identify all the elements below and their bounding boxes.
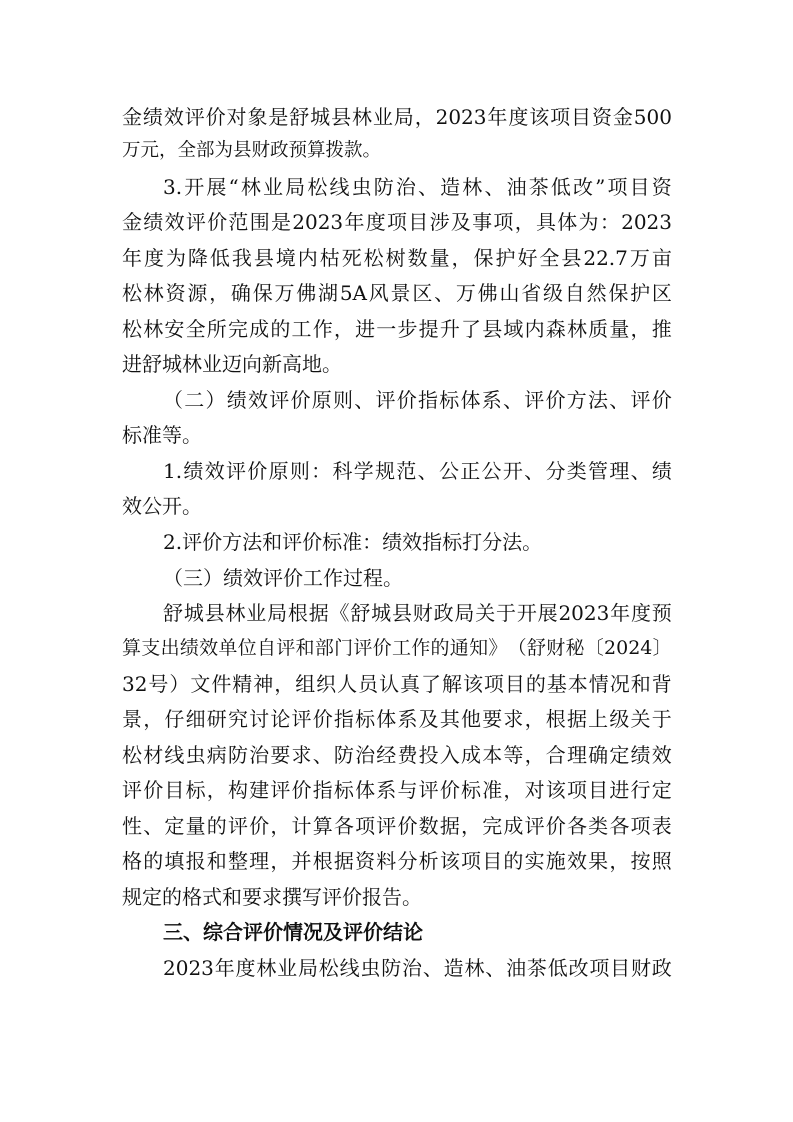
text-line: 景 ， 仔 细 研 究 讨 论 评 价 指 标 体 系 及 其 他 要 求 ， 根 据 上 级 关 于: [122, 707, 672, 731]
text-line: 松 材 线 虫 病 防 治 要 求 、 防 治 经 费 投 入 成 本 等 ， 合 理 确 定 绩 效: [122, 743, 672, 767]
text-line: 格 的 填 报 和 整 理 ， 并 根 据 资 料 分 析 该 项 目 的 实 施 效 果 ， 按 照: [122, 849, 672, 873]
text-line: 评 价 目 标 ， 构 建 评 价 指 标 体 系 与 评 价 标 准 ， 对 该 项 目 进 行 定: [122, 778, 672, 802]
text-line: 32 号 ） 文 件 精 神 ， 组 织 人 员 认 真 了 解 该 项 目 的 基 本 情 况 和 背: [122, 672, 672, 696]
text-line: 舒 城 县 林 业 局 根 据 《 舒 城 县 财 政 局 关 于 开 展 2023 年 度 预: [163, 601, 672, 625]
text-line: 金 绩 效 评 价 范 围 是 2023 年 度 项 目 涉 及 事 项 ， 具 体 为 ： 2023: [122, 210, 672, 234]
text-line: 金 绩 效 评 价 对 象 是 舒 城 县 林 业 局 ， 2023 年 度 该 项 目 资 金 500: [122, 105, 672, 129]
text-line: 进舒城林业迈向新高地。: [122, 352, 342, 376]
text-line: 万元，全部为县财政预算拨款。: [122, 140, 382, 161]
text-line: 松 林 安 全 所 完 成 的 工 作 ， 进 一 步 提 升 了 县 域 内 森 林 质 量 ， 推: [122, 317, 672, 341]
text-line: 标准等。: [122, 423, 202, 447]
text-line: （三）绩效评价工作过程。: [163, 566, 403, 590]
text-line: 1. 绩 效 评 价 原 则 ： 科 学 规 范 、 公 正 公 开 、 分 类 管 理 、 绩: [163, 459, 672, 483]
text-line: 2.评价方法和评价标准：绩效指标打分法。: [163, 530, 543, 554]
section-heading: 三、综合评价情况及评价结论: [163, 920, 423, 944]
text-line: 松 林 资 源 ， 确 保 万 佛 湖 5A 风 景 区 、 万 佛 山 省 级 自 然 保 护 区: [122, 281, 672, 305]
text-line: 效公开。: [122, 494, 202, 518]
text-line: 2023 年 度 林 业 局 松 线 虫 防 治 、 造 林 、 油 茶 低 改 项 目 财 政: [163, 956, 672, 980]
text-line: 规定的格式和要求撰写评价报告。: [122, 885, 422, 909]
text-line: 算 支 出 绩 效 单 位 自 评 和 部 门 评 价 工 作 的 通 知 》 （ 舒 财 秘 〔 2024 〕: [122, 637, 672, 659]
text-line: （ 二 ） 绩 效 评 价 原 则 、 评 价 指 标 体 系 、 评 价 方 法 、 评 价: [163, 388, 672, 412]
text-line: 性 、 定 量 的 评 价 ， 计 算 各 项 评 价 数 据 ， 完 成 评 价 各 类 各 项 表: [122, 814, 672, 838]
text-line: 3. 开 展 “ 林 业 局 松 线 虫 防 治 、 造 林 、 油 茶 低 改 ” 项 目 资: [163, 175, 672, 199]
text-line: 年 度 为 降 低 我 县 境 内 枯 死 松 树 数 量 ， 保 护 好 全 县 22.7 万 亩: [122, 246, 672, 270]
